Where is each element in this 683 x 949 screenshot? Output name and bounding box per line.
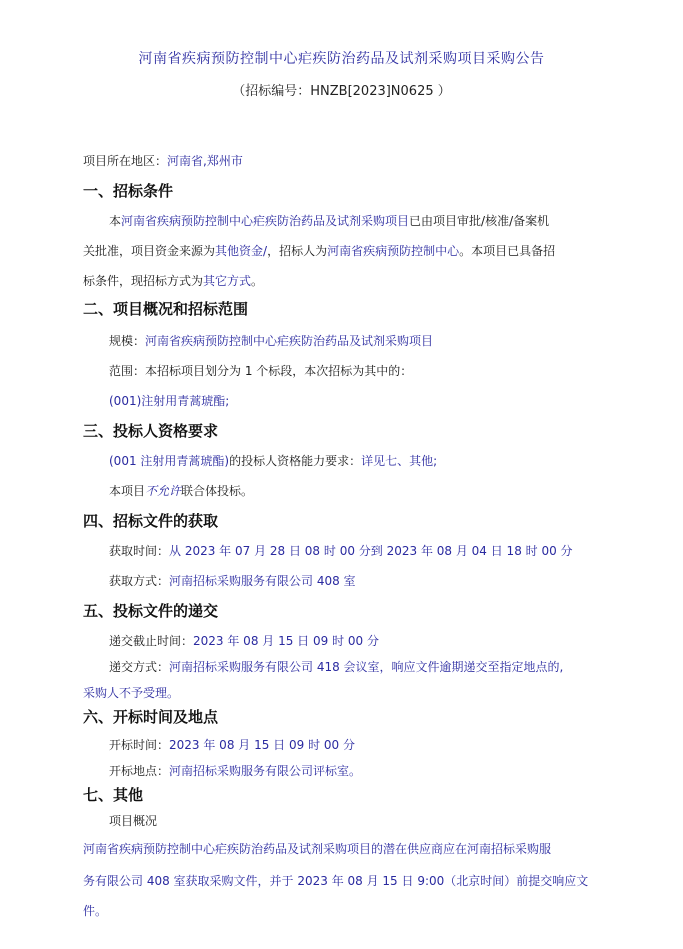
- s1-line-1: [109, 212, 549, 229]
- page-title: 河南省疾病预防控制中心疟疾防治药品及试剂采购项目采购公告: [138, 51, 545, 67]
- s5-deadline-label: 递交截止时间：: [109, 634, 194, 648]
- s3-lot: (001 注射用青蒿琥酯): [109, 454, 230, 468]
- s1-text: ，招标人为: [267, 244, 328, 258]
- s1-fund-source: 其他资金/: [215, 244, 268, 258]
- s4-method-label: 获取方式：: [109, 574, 170, 588]
- s3-text: 联合体投标。: [181, 484, 254, 498]
- section-2-heading: 二、项目概况和招标范围: [83, 300, 249, 318]
- s5-deadline-value: 2023 年 08 月 15 日 09 时 00 分: [193, 634, 379, 648]
- s6-time-label: 开标时间：: [109, 738, 170, 752]
- s6-place: [109, 762, 361, 779]
- s1-text: 。本项目已具备招: [459, 244, 556, 258]
- s1-tenderer: 河南省疾病预防控制中心: [327, 244, 460, 258]
- s2-scale-label: 规模：: [109, 334, 146, 348]
- s6-time: [109, 736, 355, 753]
- section-3-heading: 三、投标人资格要求: [83, 422, 219, 440]
- s2-scope: 范围：本招标项目划分为 1 个标段，本次招标为其中的：: [109, 364, 413, 378]
- s1-method: 其它方式: [203, 274, 252, 288]
- s1-text: 。: [251, 274, 264, 288]
- s3-text: 本项目: [109, 484, 146, 498]
- s6-place-label: 开标地点：: [109, 764, 170, 778]
- s6-place-value: 河南招标采购服务有限公司评标室。: [169, 764, 362, 778]
- s2-scale-value: 河南省疾病预防控制中心疟疾防治药品及试剂采购项目: [145, 334, 434, 348]
- s5-method-label: 递交方式：: [109, 660, 170, 674]
- s1-line-2: [83, 242, 555, 259]
- region-label: 项目所在地区：: [83, 154, 168, 168]
- bid-number: （招标编号：HNZB[2023]N0625 ）: [232, 84, 451, 99]
- s1-text: 关批准，项目资金来源为: [83, 244, 216, 258]
- section-5-heading: 五、投标文件的递交: [83, 602, 219, 620]
- s4-time-label: 获取时间：: [109, 544, 170, 558]
- section-1-heading: 一、招标条件: [83, 182, 174, 200]
- region-value: 河南省,郑州市: [167, 154, 243, 168]
- project-region: [83, 152, 243, 169]
- s1-project-name: 河南省疾病预防控制中心疟疾防治药品及试剂采购项目: [121, 214, 410, 228]
- s4-time: [109, 542, 573, 559]
- s1-text: 标条件，现招标方式为: [83, 274, 204, 288]
- s1-text: 本: [109, 214, 122, 228]
- s4-method: [109, 572, 356, 589]
- s2-lot: (001)注射用青蒿琥酯;: [109, 394, 230, 408]
- s3-line-2: [109, 482, 253, 499]
- s7-overview: 项目概况: [109, 814, 158, 828]
- section-6-heading: 六、开标时间及地点: [83, 708, 219, 726]
- s5-deadline: [109, 632, 379, 649]
- section-4-heading: 四、招标文件的获取: [83, 512, 219, 530]
- s7-para-line-2: 务有限公司 408 室获取采购文件，并于 2023 年 08 月 15 日 9:00（北京时间）前提交响应文: [83, 874, 589, 888]
- s3-consortium: 不允许: [145, 484, 182, 498]
- s3-line-1: [109, 452, 437, 469]
- s7-para-line-1: 河南省疾病预防控制中心疟疾防治药品及试剂采购项目的潜在供应商应在河南招标采购服: [83, 842, 552, 856]
- s7-para-line-3: 件。: [83, 904, 108, 918]
- s1-line-3: [83, 272, 263, 289]
- s3-detail: 详见七、其他;: [361, 454, 438, 468]
- s6-time-value: 2023 年 08 月 15 日 09 时 00 分: [169, 738, 355, 752]
- s1-text: 已由项目审批/核准/备案机: [409, 214, 550, 228]
- section-7-heading: 七、其他: [83, 786, 144, 804]
- s4-method-value: 河南招标采购服务有限公司 408 室: [169, 574, 356, 588]
- s5-method-cont: 采购人不予受理。: [83, 686, 180, 700]
- s5-method: [109, 658, 563, 675]
- s4-time-value: 从 2023 年 07 月 28 日 08 时 00 分到 2023 年 08 月 04 日 18 时 00 分: [169, 544, 573, 558]
- s5-method-value: 河南招标采购服务有限公司 418 会议室，响应文件逾期递交至指定地点的,: [169, 660, 564, 674]
- s2-scale: [109, 332, 433, 349]
- s3-text: 的投标人资格能力要求：: [229, 454, 362, 468]
